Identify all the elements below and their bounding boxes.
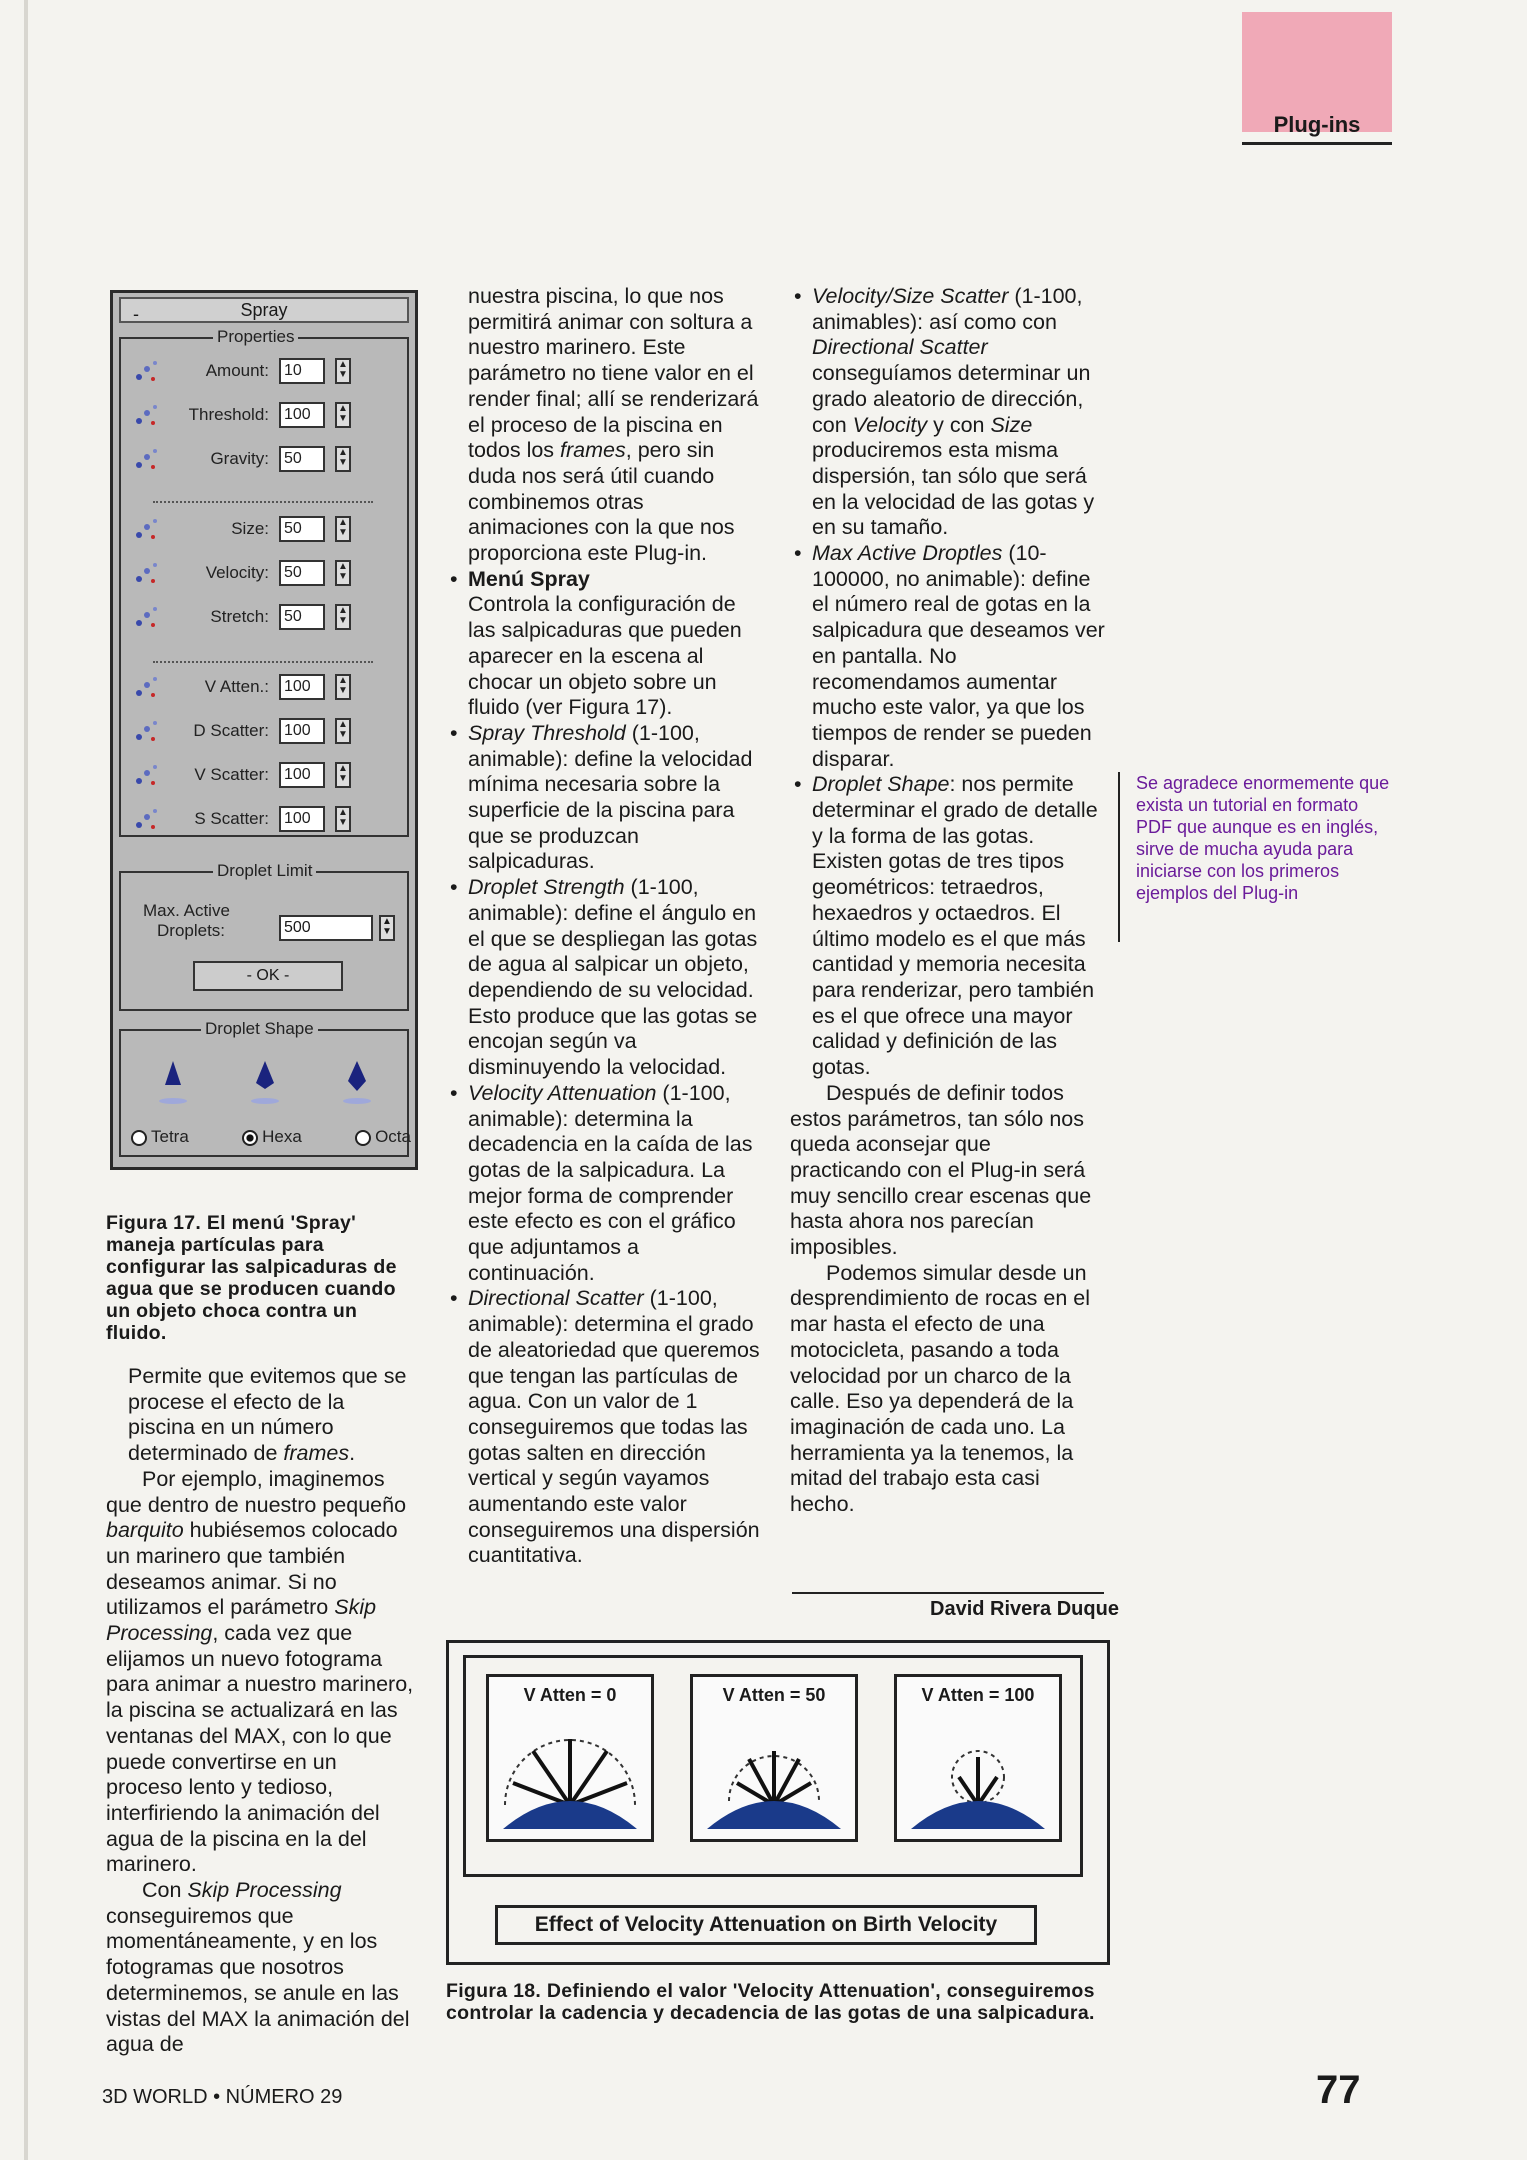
column-3 [790,284,1105,1518]
param-input[interactable]: 100 [279,806,325,832]
column-2 [446,284,766,1569]
octa-droplet-icon [343,1061,371,1104]
param-input[interactable]: 100 [279,762,325,788]
param-label: Velocity: [205,563,269,582]
author-rule [792,1592,1104,1594]
max-active-spinner[interactable]: ▲ ▼ [379,915,395,941]
particle-icon [129,401,163,431]
param-spinner[interactable]: ▲ ▼ [335,446,351,472]
param-label: Size: [231,519,269,538]
param-spinner[interactable]: ▲ ▼ [335,358,351,384]
list-item: • Directional Scatter (1-100, animable): determina el grado de aleatoriedad que queremos que tengan las partículas de agua. Con un valor de 1 conseguiremos que todas las gotas salten en dirección vertical y según vayamos aumentando este valor conseguiremos una dispersión cuantitativa. [446,1286,766,1569]
param-label: V Scatter: [194,765,269,784]
radio-hexa[interactable] [242,1127,302,1147]
particle-icon [129,805,163,835]
param-input[interactable]: 100 [279,402,325,428]
velocity-fan-wide-icon [493,1713,647,1833]
param-input[interactable]: 50 [279,604,325,630]
velocity-fan-medium-icon [697,1713,851,1833]
page-number: 77 [1316,2068,1361,2112]
collapse-icon[interactable]: - [133,304,139,324]
param-spinner[interactable]: ▲ ▼ [335,718,351,744]
radio-octa-icon[interactable] [355,1130,371,1146]
panel-title: Spray [240,300,288,320]
col1-paragraph-1: Permite que evitemos que se procese el efecto de la piscina en un número determinado de frames. [128,1364,407,1466]
separator [153,661,373,663]
max-active-label-line2: Droplets: [157,921,226,940]
radio-tetra-icon[interactable] [131,1130,147,1146]
v-atten-100-panel [894,1674,1062,1842]
spray-panel [110,290,418,1170]
param-input[interactable]: 100 [279,674,325,700]
list-item: • Velocity Attenuation (1-100, animable): determina la decadencia en la caída de las gotas de la salpicadura. La mejor forma de comprender este efecto es con el gráfico que adjuntamos a continuación. [446,1081,766,1287]
tetra-droplet-icon [159,1061,187,1104]
param-spinner[interactable]: ▲ ▼ [335,806,351,832]
param-input[interactable]: 10 [279,358,325,384]
list-item: • Velocity/Size Scatter (1-100, animables): así como con Directional Scatter conseguíamos determinar un grado aleatorio de dirección, con Velocity y con Size produciremos esta misma dispersión, tan sólo que será en la velocidad de las gotas y en su tamaño. [790,284,1105,541]
droplet-shape-label: Droplet Shape [201,1019,318,1039]
param-input[interactable]: 50 [279,446,325,472]
v-atten-100-label: V Atten = 100 [921,1685,1035,1705]
figure-18-panels [463,1655,1083,1877]
particle-icon [129,673,163,703]
col1-paragraph-2: Por ejemplo, imaginemos que dentro de nuestro pequeño barquito hubiésemos colocado un marinero que también deseamos animar. Si no utilizamos el parámetro Skip Processing, cada vez que elijamos un nuevo fotograma para animar a nuestro marinero, la piscina se actualizará en las ventanas del MAX, con lo que puede convertirse en un proceso lento y tedioso, interfiriendo la animación del agua de la piscina en la del marinero. [106,1466,414,1877]
max-active-droplets-input[interactable]: 500 [279,915,373,941]
figure-18-caption: Figura 18. Definiendo el valor 'Velocity Attenuation', conseguiremos controlar la cadencia y decadencia de las gotas de una salpicadura. [446,1980,1095,2024]
v-atten-50-label: V Atten = 50 [722,1685,826,1705]
v-atten-50-panel [690,1674,858,1842]
list-item: • Droplet Shape: nos permite determinar el grado de detalle y la forma de las gotas. Existen gotas de tres tipos geométricos: tetraedros, hexaedros y octaedros. El último modelo es el que más cantidad y memoria necesita para renderizar, pero también es el que ofrece una mayor calidad y definición de las gotas. [790,772,1105,1080]
param-spinner[interactable]: ▲ ▼ [335,604,351,630]
sidenote-rule [1118,772,1120,942]
param-spinner[interactable]: ▲ ▼ [335,674,351,700]
param-spinner[interactable]: ▲ ▼ [335,762,351,788]
droplet-limit-label: Droplet Limit [213,861,316,881]
column-1 [106,1364,416,2058]
radio-tetra[interactable] [131,1127,189,1147]
param-spinner[interactable]: ▲ ▼ [335,560,351,586]
param-label: Amount: [205,361,269,380]
list-item: • Max Active Droptles (10-100000, no animable): define el número real de gotas en la salpicadura que deseamos ver en pantalla. No recomendamos aumentar mucho este valor, ya que los tiempos de render se pueden disparar. [790,541,1105,772]
param-input[interactable]: 100 [279,718,325,744]
param-label: D Scatter: [193,721,269,740]
max-active-label-line1: Max. Active [143,901,230,920]
col1-paragraph-3: Con Skip Processing conseguiremos que momentáneamente, y en los fotogramas que nosotros determinemos, se anule en las vistas del MAX la animación del agua de [106,1878,410,2057]
list-item: • Droplet Strength (1-100, animable): define el ángulo en el que se despliegan las gotas de agua al salpicar un objeto, dependiendo de su velocidad. Esto produce que las gotas se encojan según va disminuyendo la velocidad. [446,875,766,1081]
separator [153,501,373,503]
ok-button[interactable]: - OK - [193,961,343,991]
velocity-fan-narrow-icon [901,1713,1055,1833]
list-item: • Menú Spray Controla la configuración de las salpicaduras que pueden aparecer en la escena al chocar un objeto sobre un fluido (ver Figura 17). [446,567,766,721]
radio-hexa-label: Hexa [262,1127,302,1146]
particle-icon [129,559,163,589]
param-label: Gravity: [210,449,269,468]
param-spinner[interactable]: ▲ ▼ [335,402,351,428]
properties-label: Properties [213,327,298,347]
droplet-shape-previews [153,1053,383,1113]
radio-octa[interactable] [355,1127,411,1147]
particle-icon [129,603,163,633]
figure-18-title: Effect of Velocity Attenuation on Birth Velocity [495,1905,1037,1945]
max-active-label [143,901,230,941]
footer: 3D WORLD • NÚMERO 29 [102,2086,343,2108]
param-label: V Atten.: [204,677,269,696]
particle-icon [129,515,163,545]
v-atten-0-panel [486,1674,654,1842]
col3-paragraph-1: Después de definir todos estos parámetros, tan sólo nos queda aconsejar que practicando con el Plug-in será muy sencillo crear escenas que hasta ahora nos parecían imposibles. [790,1080,1092,1260]
col2-list [446,567,766,1569]
v-atten-0-label: V Atten = 0 [523,1685,617,1705]
shape-radio-group [131,1127,411,1147]
radio-hexa-icon[interactable] [242,1130,258,1146]
col3-list [790,284,1105,1081]
param-input[interactable]: 50 [279,516,325,542]
col2-paragraph-1: nuestra piscina, lo que nos permitirá animar con soltura a nuestro marinero. Este parámetro no tiene valor en el render final; allí se renderizará el proceso de la piscina en todos los frames, pero sin duda nos será útil cuando combinemos otras animaciones con la que nos proporciona este Plug-in. [468,284,759,566]
page-edge-rule [24,0,28,2160]
col3-paragraph-2: Podemos simular desde un desprendimiento de rocas en el mar hasta el efecto de una motocicleta, pasando a toda velocidad por un charco de la calle. Eso ya dependerá de la imaginación de cada uno. La herramienta ya la tenemos, la mitad del trabajo esta casi hecho. [790,1260,1090,1517]
particle-icon [129,761,163,791]
particle-icon [129,717,163,747]
particle-icon [129,357,163,387]
particle-icon [129,445,163,475]
sidenote: Se agradece enormemente que exista un tutorial en formato PDF que aunque es en inglés, sirve de mucha ayuda para iniciarse con los primeros ejemplos del Plug-in [1136,773,1390,903]
radio-tetra-label: Tetra [151,1127,189,1146]
figure-18 [446,1640,1110,1965]
figure-17-caption: Figura 17. El menú 'Spray' maneja partículas para configurar las salpicaduras de agua que se producen cuando un objeto choca contra un fluido. [106,1212,397,1344]
param-spinner[interactable]: ▲ ▼ [335,516,351,542]
author-name: David Rivera Duque [930,1598,1119,1620]
param-input[interactable]: 50 [279,560,325,586]
hexa-droplet-icon [251,1061,279,1104]
list-item: • Spray Threshold (1-100, animable): define la velocidad mínima necesaria sobre la superficie de la piscina para que se produzcan salpicaduras. [446,721,766,875]
radio-octa-label: Octa [375,1127,411,1146]
param-label: S Scatter: [194,809,269,828]
param-label: Stretch: [210,607,269,626]
panel-title-bar[interactable] [119,297,409,323]
param-label: Threshold: [188,405,269,424]
section-header: Plug-ins [1242,108,1392,145]
